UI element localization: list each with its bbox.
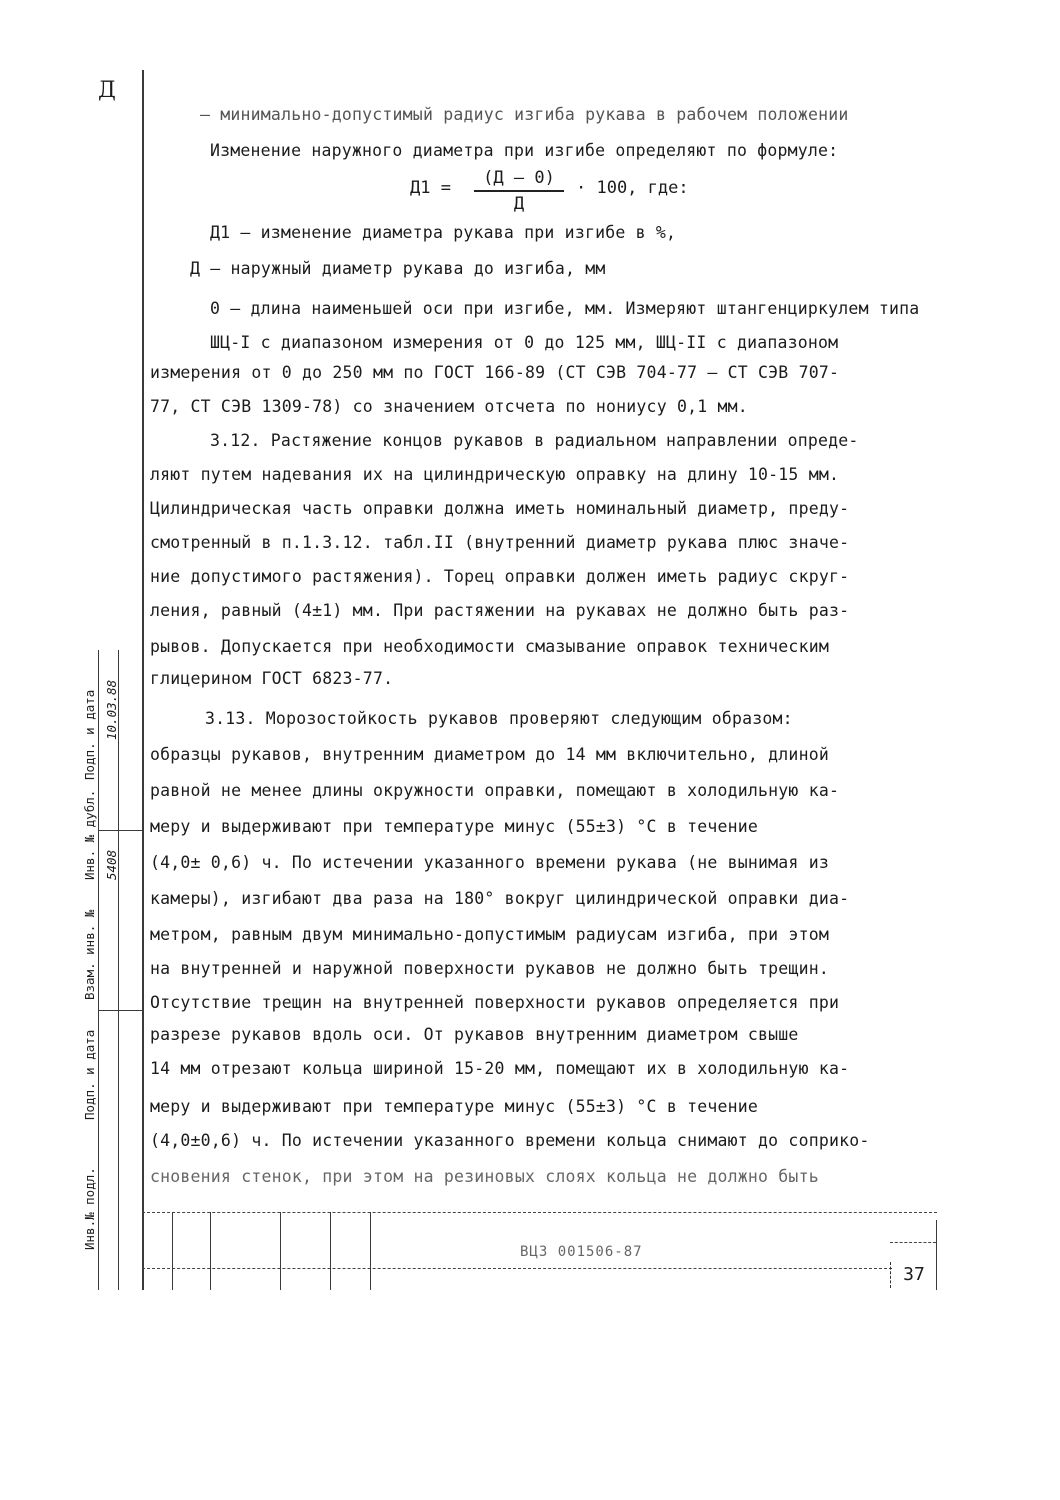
text-line: ляют путем надевания их на цилиндрическую оправку на длину 10-15 мм.: [150, 465, 840, 484]
text-line: смотренный в п.1.3.12. табл.II (внутренний диаметр рукава плюс значе-: [150, 533, 850, 552]
text-line: ние допустимого растяжения). Торец оправки должен иметь радиус скруг-: [150, 567, 850, 586]
document-code: ВЦЗ 001506-87: [520, 1244, 643, 1260]
text-line: (4,0± 0,6) ч. По истечении указанного времени рукава (не вынимая из: [150, 853, 829, 872]
stamp-value: 5408: [104, 849, 119, 880]
text-line: 14 мм отрезают кольца шириной 15-20 мм, помещают их в холодильную ка-: [150, 1059, 850, 1078]
page-number-box-top: [890, 1242, 936, 1243]
text-line: разрезе рукавов вдоль оси. От рукавов внутренним диаметром свыше: [150, 1025, 799, 1044]
stamp-left-line: [98, 650, 99, 1290]
stamp-label: Подп. и дата: [82, 1029, 97, 1120]
text-line: Цилиндрическая часть оправки должна иметь номинальный диаметр, преду-: [150, 499, 850, 518]
formula-denominator: Д: [513, 194, 525, 214]
text-line: меру и выдерживают при температуре минус (55±3) °С в течение: [150, 817, 759, 836]
footer-cell-divider: [280, 1212, 281, 1290]
text-line: Отсутствие трещин на внутренней поверхности рукавов определяется при: [150, 993, 840, 1012]
footer-cell-divider: [172, 1212, 173, 1290]
text-line: ления, равный (4±1) мм. При растяжении на рукавах не должно быть раз-: [150, 601, 850, 620]
formula: [410, 168, 750, 216]
text-line: рывов. Допускается при необходимости смазывание оправок техническим: [150, 637, 829, 656]
formula-tail: · 100, где:: [576, 178, 689, 198]
text-line: камеры), изгибают два раза на 180° вокруг цилиндрической оправки диа-: [150, 889, 850, 908]
text-line: образцы рукавов, внутренним диаметром до 14 мм включительно, длиной: [150, 745, 829, 764]
formula-numerator: (Д – 0): [474, 168, 564, 192]
page-number: 37: [890, 1262, 937, 1288]
text-line: равной не менее длины окружности оправки, помещают в холодильную ка-: [150, 781, 840, 800]
formula-fraction: [474, 168, 564, 214]
text-line: Д1 – изменение диаметра рукава при изгибе в %,: [210, 223, 677, 242]
footer-dashed-line-2: [142, 1268, 892, 1269]
text-line: 3.13. Морозостойкость рукавов проверяют следующим образом:: [205, 709, 793, 728]
text-line: Изменение наружного диаметра при изгибе определяют по формуле:: [210, 141, 839, 160]
text-line: – минимально-допустимый радиус изгиба рукава в рабочем положении: [200, 105, 849, 124]
text-line: измерения от 0 до 250 мм по ГОСТ 166-89 (СТ СЭВ 704-77 – СТ СЭВ 707-: [150, 363, 840, 382]
footer-cell-divider: [330, 1212, 331, 1290]
stamp-label: Подп. и дата: [82, 689, 97, 780]
stamp-value: 10.03.88: [104, 679, 119, 740]
text-line: метром, равным двум минимально-допустимым радиусам изгиба, при этом: [150, 925, 829, 944]
text-line: 3.12. Растяжение концов рукавов в радиальном направлении опреде-: [210, 431, 859, 450]
stamp-label: Инв.№ подл.: [82, 1167, 97, 1250]
corner-mark: Д: [98, 78, 116, 103]
footer-cell-divider: [370, 1212, 371, 1290]
text-line: меру и выдерживают при температуре минус (55±3) °С в течение: [150, 1097, 759, 1116]
text-line: Д – наружный диаметр рукава до изгиба, мм: [190, 259, 606, 278]
footer-cell-divider: [210, 1212, 211, 1290]
left-frame-line: [142, 70, 144, 1290]
text-line: 77, СТ СЭВ 1309-78) со значением отсчета по нониусу 0,1 мм.: [150, 397, 748, 416]
stamp-divider-2: [98, 1010, 143, 1011]
text-line: 0 – длина наименьшей оси при изгибе, мм. Измеряют штангенциркулем типа ШЦ-I с диапазоном измерения от 0 до 125 мм, ШЦ-II с диапазоном: [210, 299, 920, 352]
footer-dashed-line: [142, 1212, 937, 1213]
stamp-divider-1: [98, 830, 143, 831]
stamp-label: Взам. инв. №: [82, 909, 97, 1000]
text-line: (4,0±0,6) ч. По истечении указанного времени кольца снимают до соприко-: [150, 1131, 870, 1150]
text-line: сновения стенок, при этом на резиновых слоях кольца не должно быть: [150, 1167, 819, 1186]
stamp-label: Инв. № дубл.: [82, 789, 97, 880]
stamp-mid-line: [118, 650, 119, 1290]
text-line: глицерином ГОСТ 6823-77.: [150, 669, 394, 688]
formula-lhs: Д1 =: [410, 178, 451, 198]
text-line: на внутренней и наружной поверхности рукавов не должно быть трещин.: [150, 959, 829, 978]
